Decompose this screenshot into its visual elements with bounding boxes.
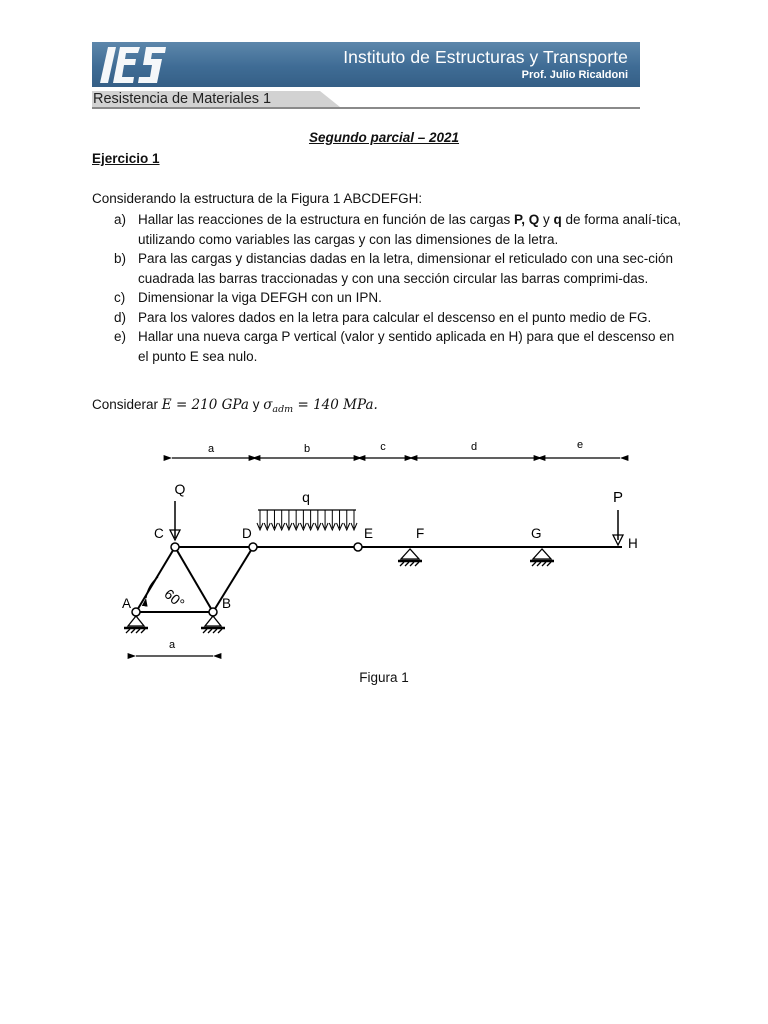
hinge-e	[354, 543, 362, 551]
support-g	[530, 549, 554, 566]
question-label: c)	[114, 290, 126, 305]
material-properties	[92, 397, 378, 415]
question-item	[92, 210, 682, 249]
institute-banner	[92, 42, 640, 87]
hinge-a	[132, 608, 140, 616]
node-label-H: H	[628, 536, 638, 551]
sigma-subscript: adm	[272, 404, 294, 415]
supports	[124, 549, 554, 633]
angle-label: 60°	[161, 585, 188, 612]
intro-text: Considerando la estructura de la Figura 1 ABCDEFGH:	[92, 191, 423, 206]
node-label-E: E	[364, 526, 374, 541]
ies-logo	[100, 45, 170, 85]
question-list	[92, 210, 682, 366]
exam-title: Segundo parcial – 2021	[308, 130, 460, 145]
question-text: Para las cargas y distancias dadas en la letra, dimensionar el reticulado con una sec-ción cuadrada las barras traccionadas y con una sección circular las barras comprimi-das.	[138, 251, 674, 286]
dimension-label-b: b	[303, 443, 311, 455]
load-p	[613, 510, 623, 545]
sigma-symbol: σ	[263, 397, 273, 413]
node-label-A: A	[122, 596, 132, 611]
question-text: Hallar las reacciones de la estructura en función de las cargas P, Q y q de forma analí-tica, utilizando como variables las cargas y con las dimensiones de la letra.	[138, 212, 682, 247]
question-text: Dimensionar la viga DEFGH con un IPN.	[138, 290, 382, 305]
node-label-G: G	[531, 526, 542, 541]
course-name: Resistencia de Materiales 1	[93, 91, 272, 107]
hinge-d	[249, 543, 257, 551]
question-item	[92, 249, 682, 288]
dimension-label-bottom: a	[168, 639, 176, 651]
question-item	[92, 327, 682, 366]
dimension-label-c: c	[380, 441, 386, 453]
consider-joiner: y	[252, 397, 260, 412]
hinge-c	[171, 543, 179, 551]
exercise-title: Ejercicio 1	[92, 151, 160, 166]
structure-figure	[0, 430, 768, 670]
question-label: d)	[114, 309, 127, 325]
question-label: b)	[114, 251, 127, 266]
support-f	[398, 549, 422, 566]
question-text: Para los valores dados en la letra para calcular el descenso en el punto medio de FG.	[138, 309, 652, 325]
node-label-B: B	[222, 596, 232, 611]
sigma-value: = 140 MPa.	[293, 397, 378, 413]
allowable-stress-expression	[263, 397, 378, 413]
load-q-point	[170, 501, 180, 540]
load-label-Q: Q	[174, 481, 186, 497]
figure-caption: Figura 1	[359, 670, 409, 685]
consider-prefix: Considerar	[92, 397, 159, 412]
dimension-label-a: a	[207, 443, 215, 455]
question-label: a)	[114, 212, 127, 227]
hinges	[132, 543, 362, 616]
question-item	[92, 288, 682, 308]
question-item	[92, 308, 682, 328]
course-bar	[92, 91, 640, 109]
node-label-D: D	[242, 526, 252, 541]
dimension-label-d: d	[470, 441, 478, 453]
support-a	[124, 616, 148, 633]
question-text: Hallar una nueva carga P vertical (valor y sentido aplicada en H) para que el descenso en el punto E sea nulo.	[138, 329, 675, 364]
node-label-C: C	[154, 526, 164, 541]
load-label-P: P	[612, 489, 624, 506]
modulus-expression: E = 210 GPa	[161, 397, 249, 413]
professor-name: Prof. Julio Ricaldoni	[521, 69, 628, 81]
distributed-load	[257, 510, 357, 530]
institute-name: Instituto de Estructuras y Transporte	[343, 47, 628, 67]
load-label-q: q	[302, 489, 310, 505]
truss	[136, 547, 253, 612]
member-bd	[213, 547, 253, 612]
support-b	[201, 616, 225, 633]
hinge-b	[209, 608, 217, 616]
question-label: e)	[114, 329, 127, 344]
course-divider	[92, 107, 640, 109]
node-label-F: F	[416, 526, 425, 541]
dimension-label-e: e	[576, 439, 584, 451]
